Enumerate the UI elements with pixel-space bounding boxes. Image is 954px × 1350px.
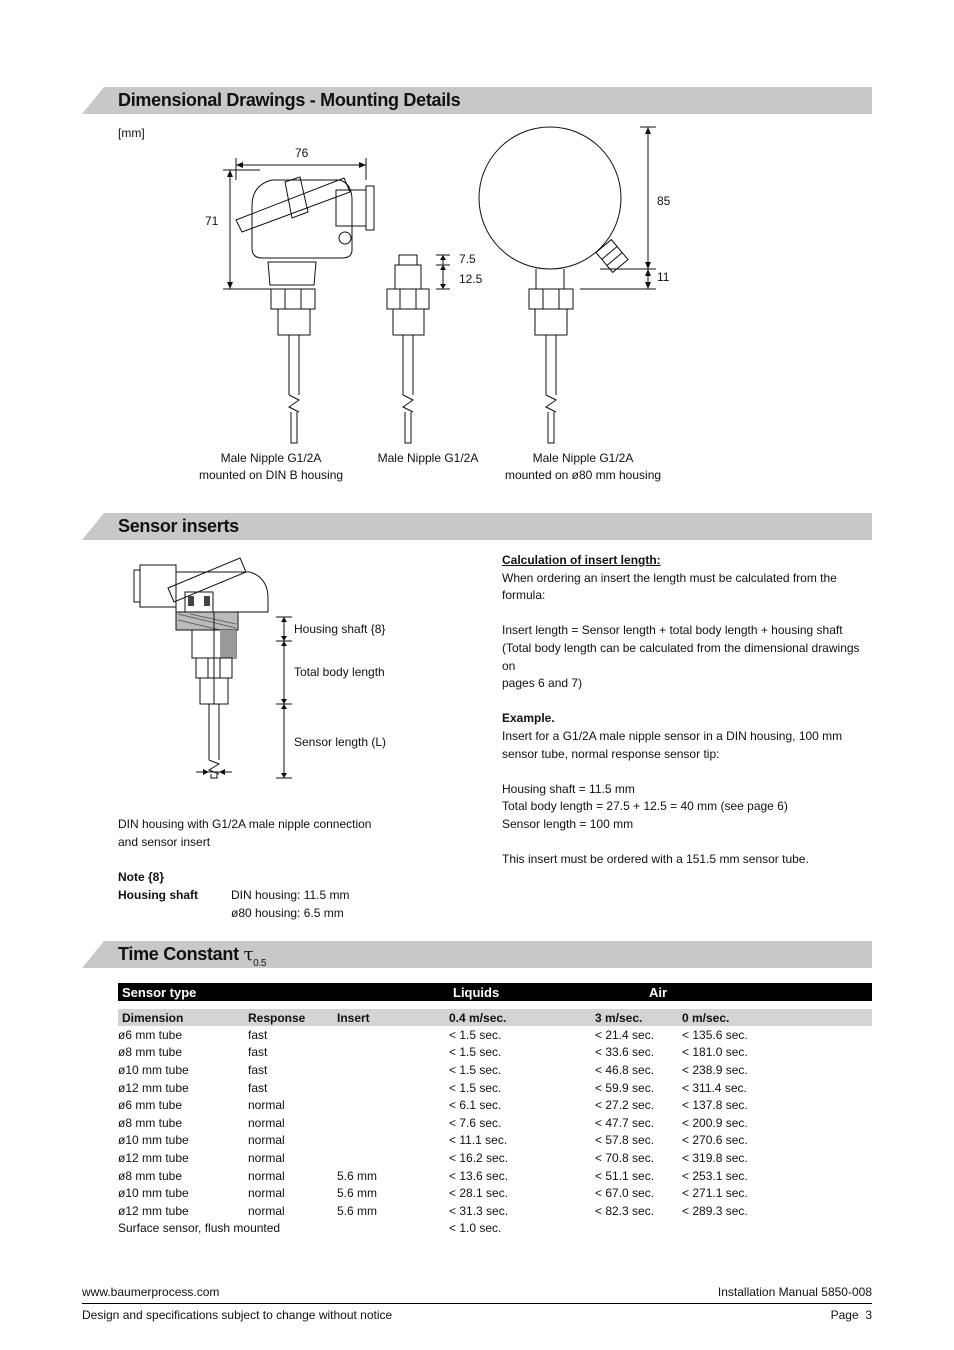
- table-column-header: Dimension Response Insert 0.4 m/sec. 3 m/sec. 0 m/sec.: [118, 1009, 872, 1026]
- table-cell: < 319.8 sec.: [682, 1150, 748, 1165]
- table-cell: < 59.9 sec.: [595, 1080, 655, 1095]
- table-row: [118, 1132, 872, 1150]
- table-row: [118, 1202, 872, 1220]
- table-cell: [337, 1061, 449, 1079]
- male-nipple-drawing: [387, 255, 450, 443]
- table-row: [118, 1061, 872, 1079]
- table-cell: fast: [248, 1062, 268, 1077]
- table-cell: normal: [248, 1150, 285, 1165]
- section-header-sensor-inserts: [82, 513, 872, 540]
- table-cell: < 200.9 sec.: [682, 1115, 748, 1130]
- table-row: [118, 1026, 872, 1044]
- table-cell: < 311.4 sec.: [682, 1080, 747, 1095]
- table-cell: ø10 mm tube: [118, 1186, 189, 1201]
- section-title-time-constant: Time Constant $\tau_{0.5}$: [118, 944, 267, 969]
- dimensional-drawings: [180, 120, 700, 460]
- footer-page-number: Page 3: [830, 1308, 872, 1322]
- table-cell: normal: [248, 1186, 285, 1201]
- table-cell: < 1.5 sec.: [449, 1045, 502, 1060]
- table-cell: 5.6 mm: [337, 1186, 378, 1201]
- table-cell: < 21.4 sec.: [595, 1027, 655, 1042]
- table-cell: Surface sensor, flush mounted: [118, 1221, 281, 1236]
- table-row-surface-sensor: [118, 1220, 872, 1238]
- table-row: [118, 1114, 872, 1132]
- dim-11: 11: [657, 270, 670, 284]
- insert-caption: DIN housing with G1/2A male nipple connection and sensor insert: [118, 817, 372, 849]
- table-cell: < 135.6 sec.: [682, 1027, 748, 1042]
- table-cell: [337, 1026, 449, 1044]
- dim-71: 71: [205, 214, 219, 228]
- example-heading: Example.: [502, 711, 555, 726]
- table-cell: < 1.5 sec.: [449, 1062, 502, 1077]
- table-cell: < 181.0 sec.: [682, 1045, 748, 1060]
- table-cell: normal: [248, 1098, 285, 1113]
- dim-12-5: 12.5: [459, 272, 483, 286]
- table-cell: < 33.6 sec.: [595, 1045, 655, 1060]
- table-cell: ø10 mm tube: [118, 1133, 189, 1148]
- table-cell: ø6 mm tube: [118, 1098, 183, 1113]
- table-cell: < 70.8 sec.: [595, 1150, 655, 1165]
- caption-nipple: Male Nipple G1/2A: [377, 451, 479, 465]
- calculation-heading: Calculation of insert length:: [502, 553, 661, 567]
- caption-din-b: Male Nipple G1/2A mounted on DIN B housing: [198, 451, 344, 482]
- table-cell: < 67.0 sec.: [595, 1186, 655, 1201]
- round-housing-drawing: [479, 127, 656, 443]
- sensor-insert-drawing: [130, 548, 300, 783]
- table-cell: ø8 mm tube: [118, 1045, 183, 1060]
- table-cell: < 253.1 sec.: [682, 1168, 748, 1183]
- table-cell: < 1.0 sec.: [449, 1221, 502, 1236]
- dim-7-5: 7.5: [459, 252, 476, 266]
- table-cell: ø8 mm tube: [118, 1168, 183, 1183]
- table-cell: [337, 1044, 449, 1062]
- dim-85: 85: [657, 194, 671, 208]
- table-cell: fast: [248, 1027, 268, 1042]
- table-cell: < 11.1 sec.: [449, 1133, 508, 1148]
- table-row: [118, 1096, 872, 1114]
- table-row: [118, 1079, 872, 1097]
- table-cell: < 1.5 sec.: [449, 1027, 502, 1042]
- table-cell: ø12 mm tube: [118, 1203, 189, 1218]
- dim-76: 76: [295, 146, 309, 160]
- label-housing-shaft: Housing shaft {8}: [294, 622, 386, 636]
- table-cell: normal: [248, 1168, 285, 1183]
- table-cell: < 238.9 sec.: [682, 1062, 748, 1077]
- table-cell: [337, 1114, 449, 1132]
- table-row: [118, 1167, 872, 1185]
- table-cell: < 51.1 sec.: [595, 1168, 655, 1183]
- unit-label: [mm]: [118, 126, 145, 140]
- section-title-sensor-inserts: Sensor inserts: [118, 516, 239, 536]
- label-total-body-length: Total body length: [294, 665, 385, 679]
- table-row: [118, 1184, 872, 1202]
- din-b-housing-drawing: [223, 158, 374, 443]
- table-cell: fast: [248, 1045, 268, 1060]
- table-cell: < 289.3 sec.: [682, 1203, 748, 1218]
- table-cell: < 31.3 sec.: [449, 1203, 509, 1218]
- footer-website[interactable]: www.baumerprocess.com: [82, 1285, 220, 1299]
- table-group-header: Sensor type Liquids Air: [118, 983, 872, 1001]
- table-cell: ø12 mm tube: [118, 1080, 189, 1095]
- table-cell: ø8 mm tube: [118, 1115, 183, 1130]
- table-cell: ø12 mm tube: [118, 1150, 189, 1165]
- table-cell: [337, 1096, 449, 1114]
- time-constant-table: [118, 983, 872, 1237]
- table-cell: [337, 1149, 449, 1167]
- table-row: [118, 1149, 872, 1167]
- caption-round-housing: Male Nipple G1/2A mounted on ø80 mm housing: [504, 451, 662, 482]
- table-cell: < 271.1 sec.: [682, 1186, 748, 1201]
- section-header-time-constant: [82, 941, 872, 968]
- table-cell: < 1.5 sec.: [449, 1080, 502, 1095]
- footer-disclaimer: Design and specifications subject to change without notice: [82, 1308, 393, 1322]
- table-cell: normal: [248, 1203, 285, 1218]
- note-term: Housing shaft: [118, 888, 198, 902]
- table-cell: normal: [248, 1133, 285, 1148]
- section-header-dimensional: [82, 87, 872, 114]
- table-cell: < 7.6 sec.: [449, 1115, 502, 1130]
- table-cell: < 16.2 sec.: [449, 1150, 509, 1165]
- table-cell: [337, 1079, 449, 1097]
- table-cell: < 46.8 sec.: [595, 1062, 655, 1077]
- footer-manual: Installation Manual 5850-008: [717, 1285, 872, 1299]
- table-cell: < 137.8 sec.: [682, 1098, 748, 1113]
- footer-divider: [82, 1303, 872, 1304]
- note-values: DIN housing: 11.5 mm ø80 housing: 6.5 mm: [231, 888, 350, 920]
- table-cell: normal: [248, 1115, 285, 1130]
- table-cell: < 270.6 sec.: [682, 1133, 748, 1148]
- table-cell: < 27.2 sec.: [595, 1098, 655, 1113]
- label-sensor-length: Sensor length (L): [294, 735, 387, 749]
- table-cell: < 28.1 sec.: [449, 1186, 509, 1201]
- table-cell: < 6.1 sec.: [449, 1098, 502, 1113]
- table-row: [118, 1044, 872, 1062]
- table-cell: < 47.7 sec.: [595, 1115, 655, 1130]
- table-cell: 5.6 mm: [337, 1168, 378, 1183]
- table-cell: ø10 mm tube: [118, 1062, 189, 1077]
- table-cell: fast: [248, 1080, 268, 1095]
- table-cell: < 13.6 sec.: [449, 1168, 509, 1183]
- table-cell: [337, 1132, 449, 1150]
- table-cell: < 57.8 sec.: [595, 1133, 655, 1148]
- table-cell: 5.6 mm: [337, 1203, 378, 1218]
- table-cell: ø6 mm tube: [118, 1027, 183, 1042]
- calculation-block: Calculation of insert length: When ordering an insert the length must be calculated from the formula: Insert length = Sensor length + total body length + housing shaft (Total body length can be calculated from the dimensional drawings on pages 6 and 7) Example. Insert for a G1/2A male nipple sensor in a DIN housing, 100 mm sensor tube, normal response sensor tip: Housing shaft = 11.5 mm Total body length = 27.5 + 12.5 = 40 mm (see page 6) Sensor length = 100 mm This insert must be ordered with a 151.5 mm sensor tube.: [502, 552, 874, 869]
- table-cell: < 82.3 sec.: [595, 1203, 655, 1218]
- note-title: Note {8}: [118, 870, 165, 884]
- section-title-dimensional: Dimensional Drawings - Mounting Details: [118, 90, 461, 110]
